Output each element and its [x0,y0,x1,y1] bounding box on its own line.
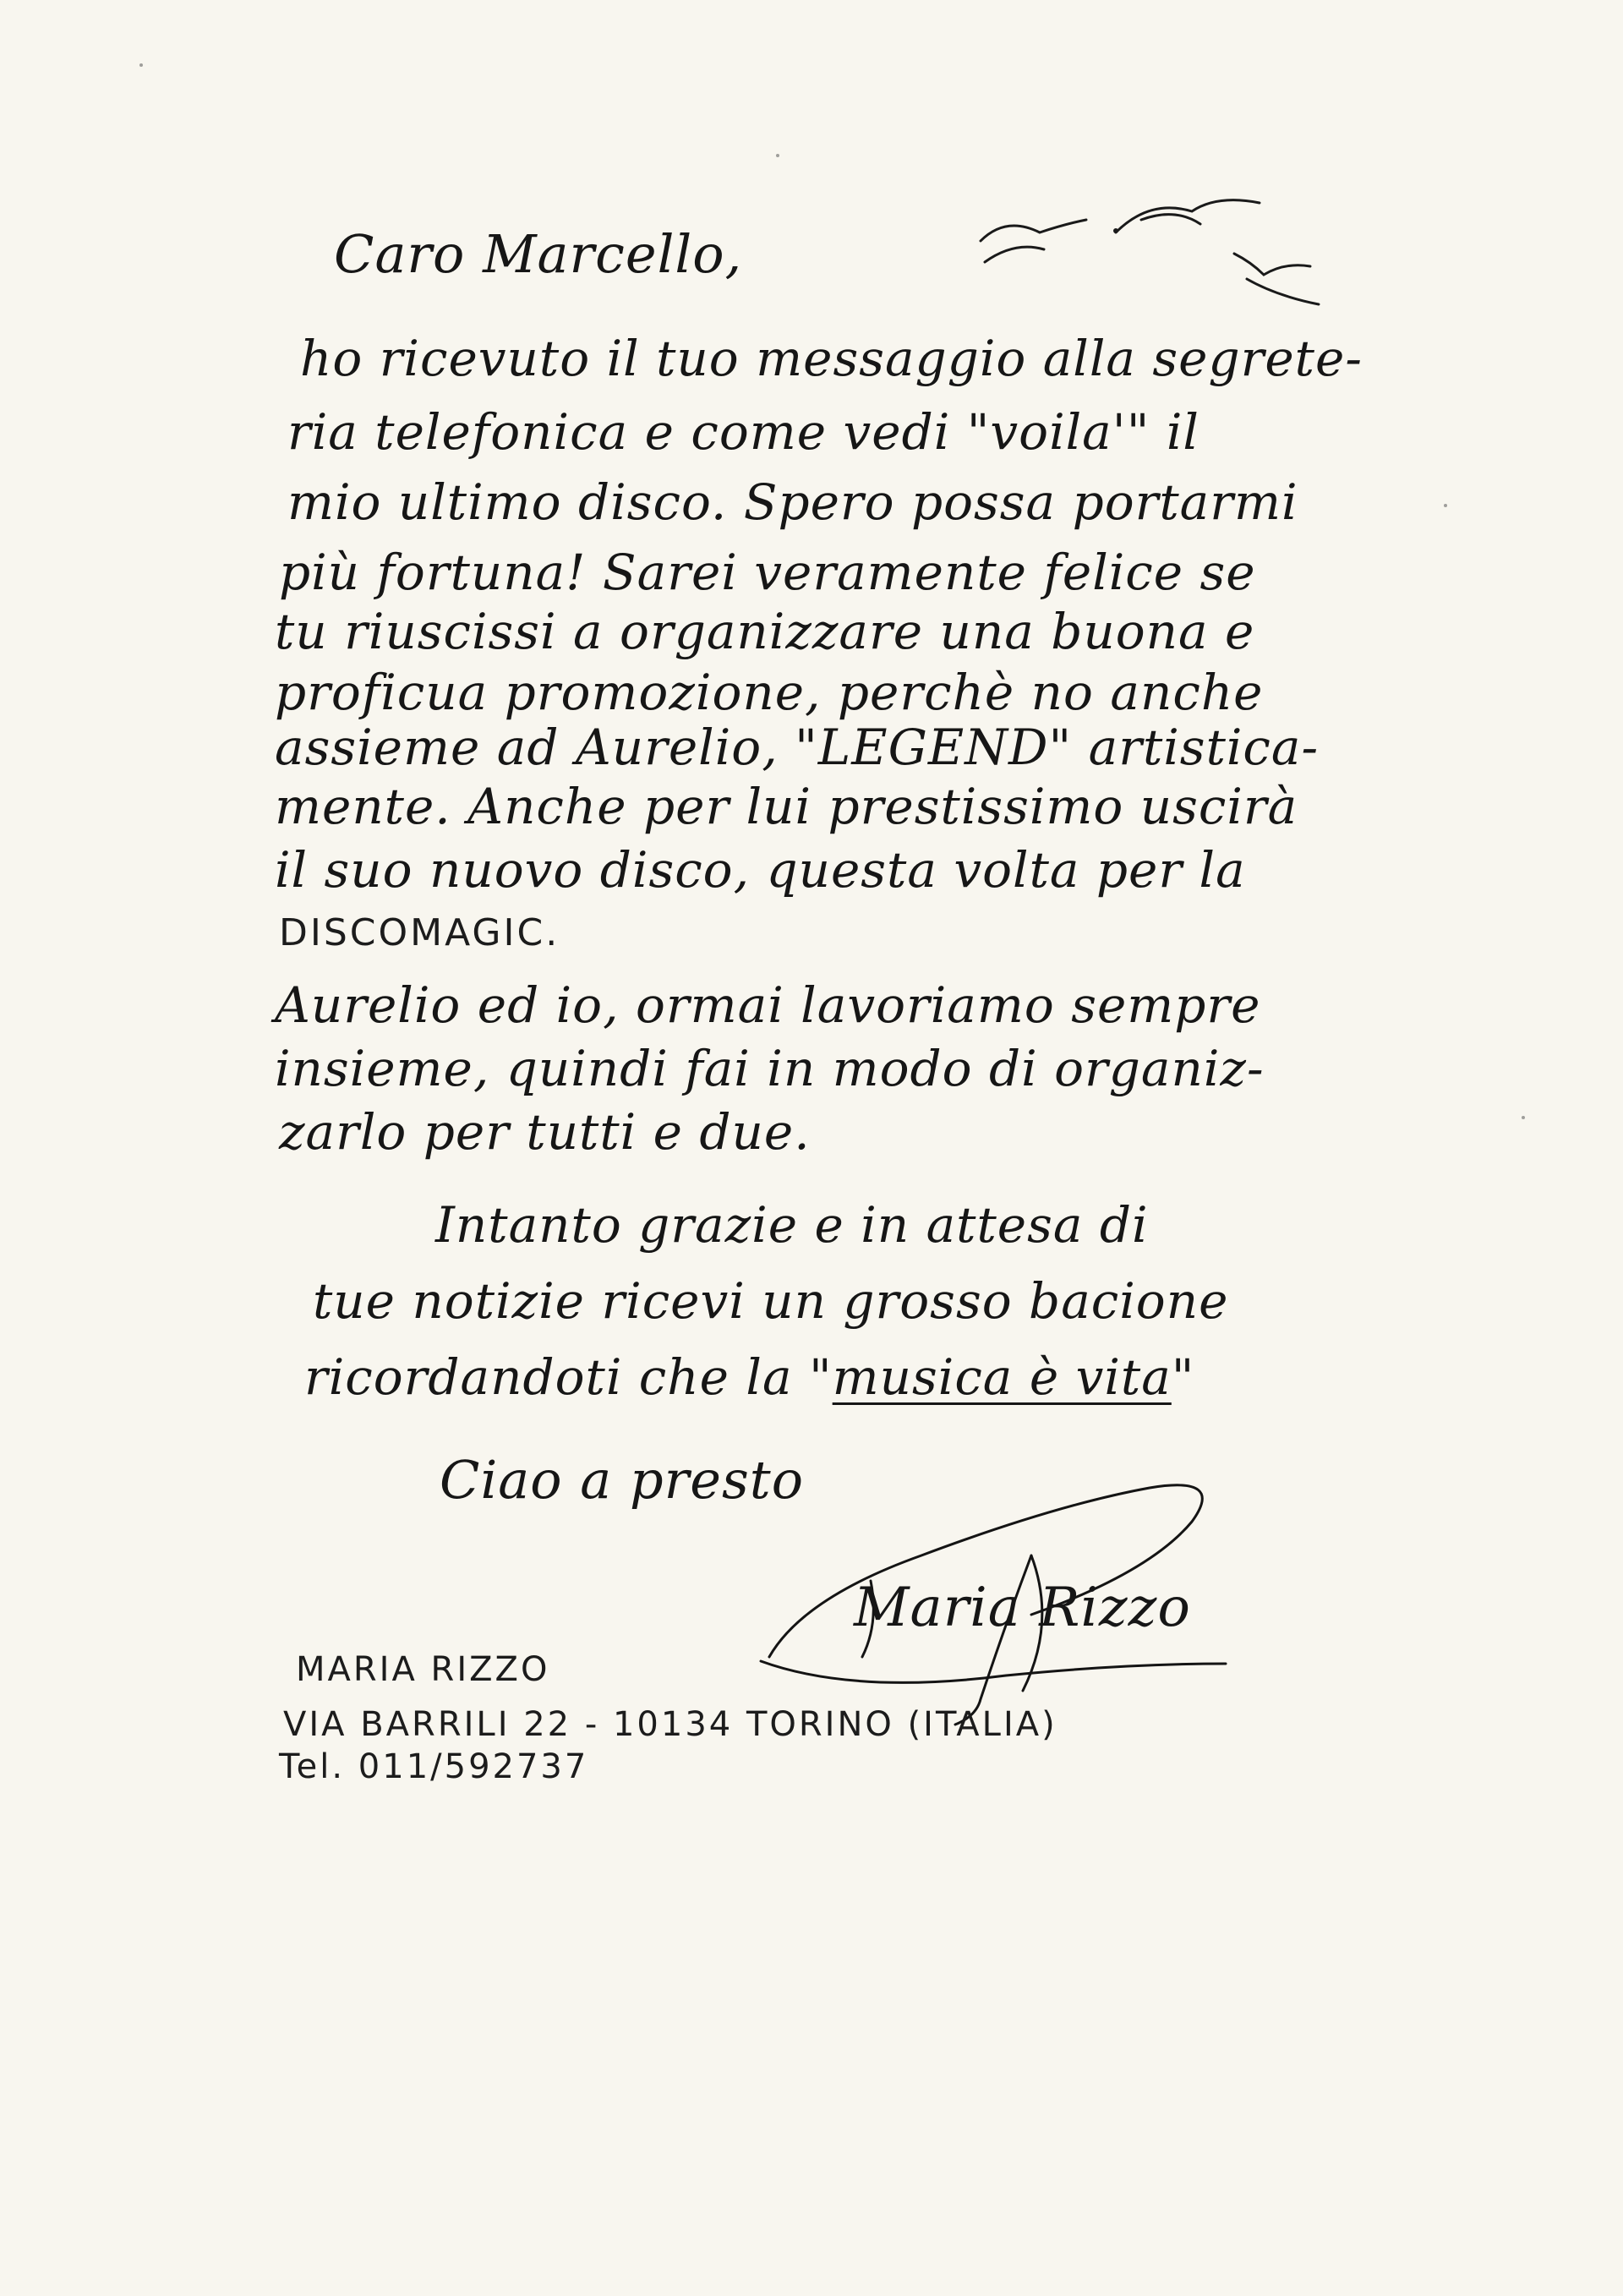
sender-name: MARIA RIZZO [296,1650,550,1689]
closing-line: tue notizie ricevi un grosso bacione [313,1272,1229,1330]
closing-line-row [304,1348,1195,1406]
signature: Maria Rizzo [854,1577,1191,1639]
body-line: mente. Anche per lui prestissimo uscirà [275,778,1298,835]
paper-speck [776,154,779,157]
sender-phone: Tel. 011/592737 [279,1747,589,1786]
body-line: assieme ad Aurelio, "LEGEND" artistica- [275,719,1320,776]
closing-line: ricordandoti che la " [304,1348,833,1406]
seagulls-icon [972,182,1327,317]
body-line: il suo nuovo disco, questa volta per la [275,841,1246,899]
body-line: Aurelio ed io, ormai lavoriamo sempre [275,976,1261,1034]
body-line: tu riuscissi a organizzare una buona e [275,603,1255,660]
motto-underlined: musica è vita [832,1348,1172,1406]
paper-speck [1522,1116,1525,1119]
body-line-label: DISCOMAGIC. [279,911,560,954]
body-line: mio ultimo disco. Spero possa portarmi [287,473,1298,531]
closing-line: Intanto grazie e in attesa di [435,1196,1149,1254]
greeting: Caro Marcello, [334,223,743,285]
body-line: zarlo per tutti e due. [279,1103,811,1161]
body-line: ria telefonica e come vedi "voila'" il [287,403,1199,461]
closing-quote: " [1171,1348,1195,1406]
paper-speck [1444,504,1447,507]
body-line: ho ricevuto il tuo messaggio alla segrete- [300,330,1363,387]
sender-address: VIA BARRILI 22 - 10134 TORINO (ITALIA) [283,1705,1057,1744]
paper-speck [139,63,143,67]
body-line: insieme, quindi fai in modo di organiz- [275,1040,1265,1097]
body-line: più fortuna! Sarei veramente felice se [279,544,1256,601]
farewell: Ciao a presto [440,1449,805,1511]
body-line: proficua promozione, perchè no anche [275,664,1264,721]
